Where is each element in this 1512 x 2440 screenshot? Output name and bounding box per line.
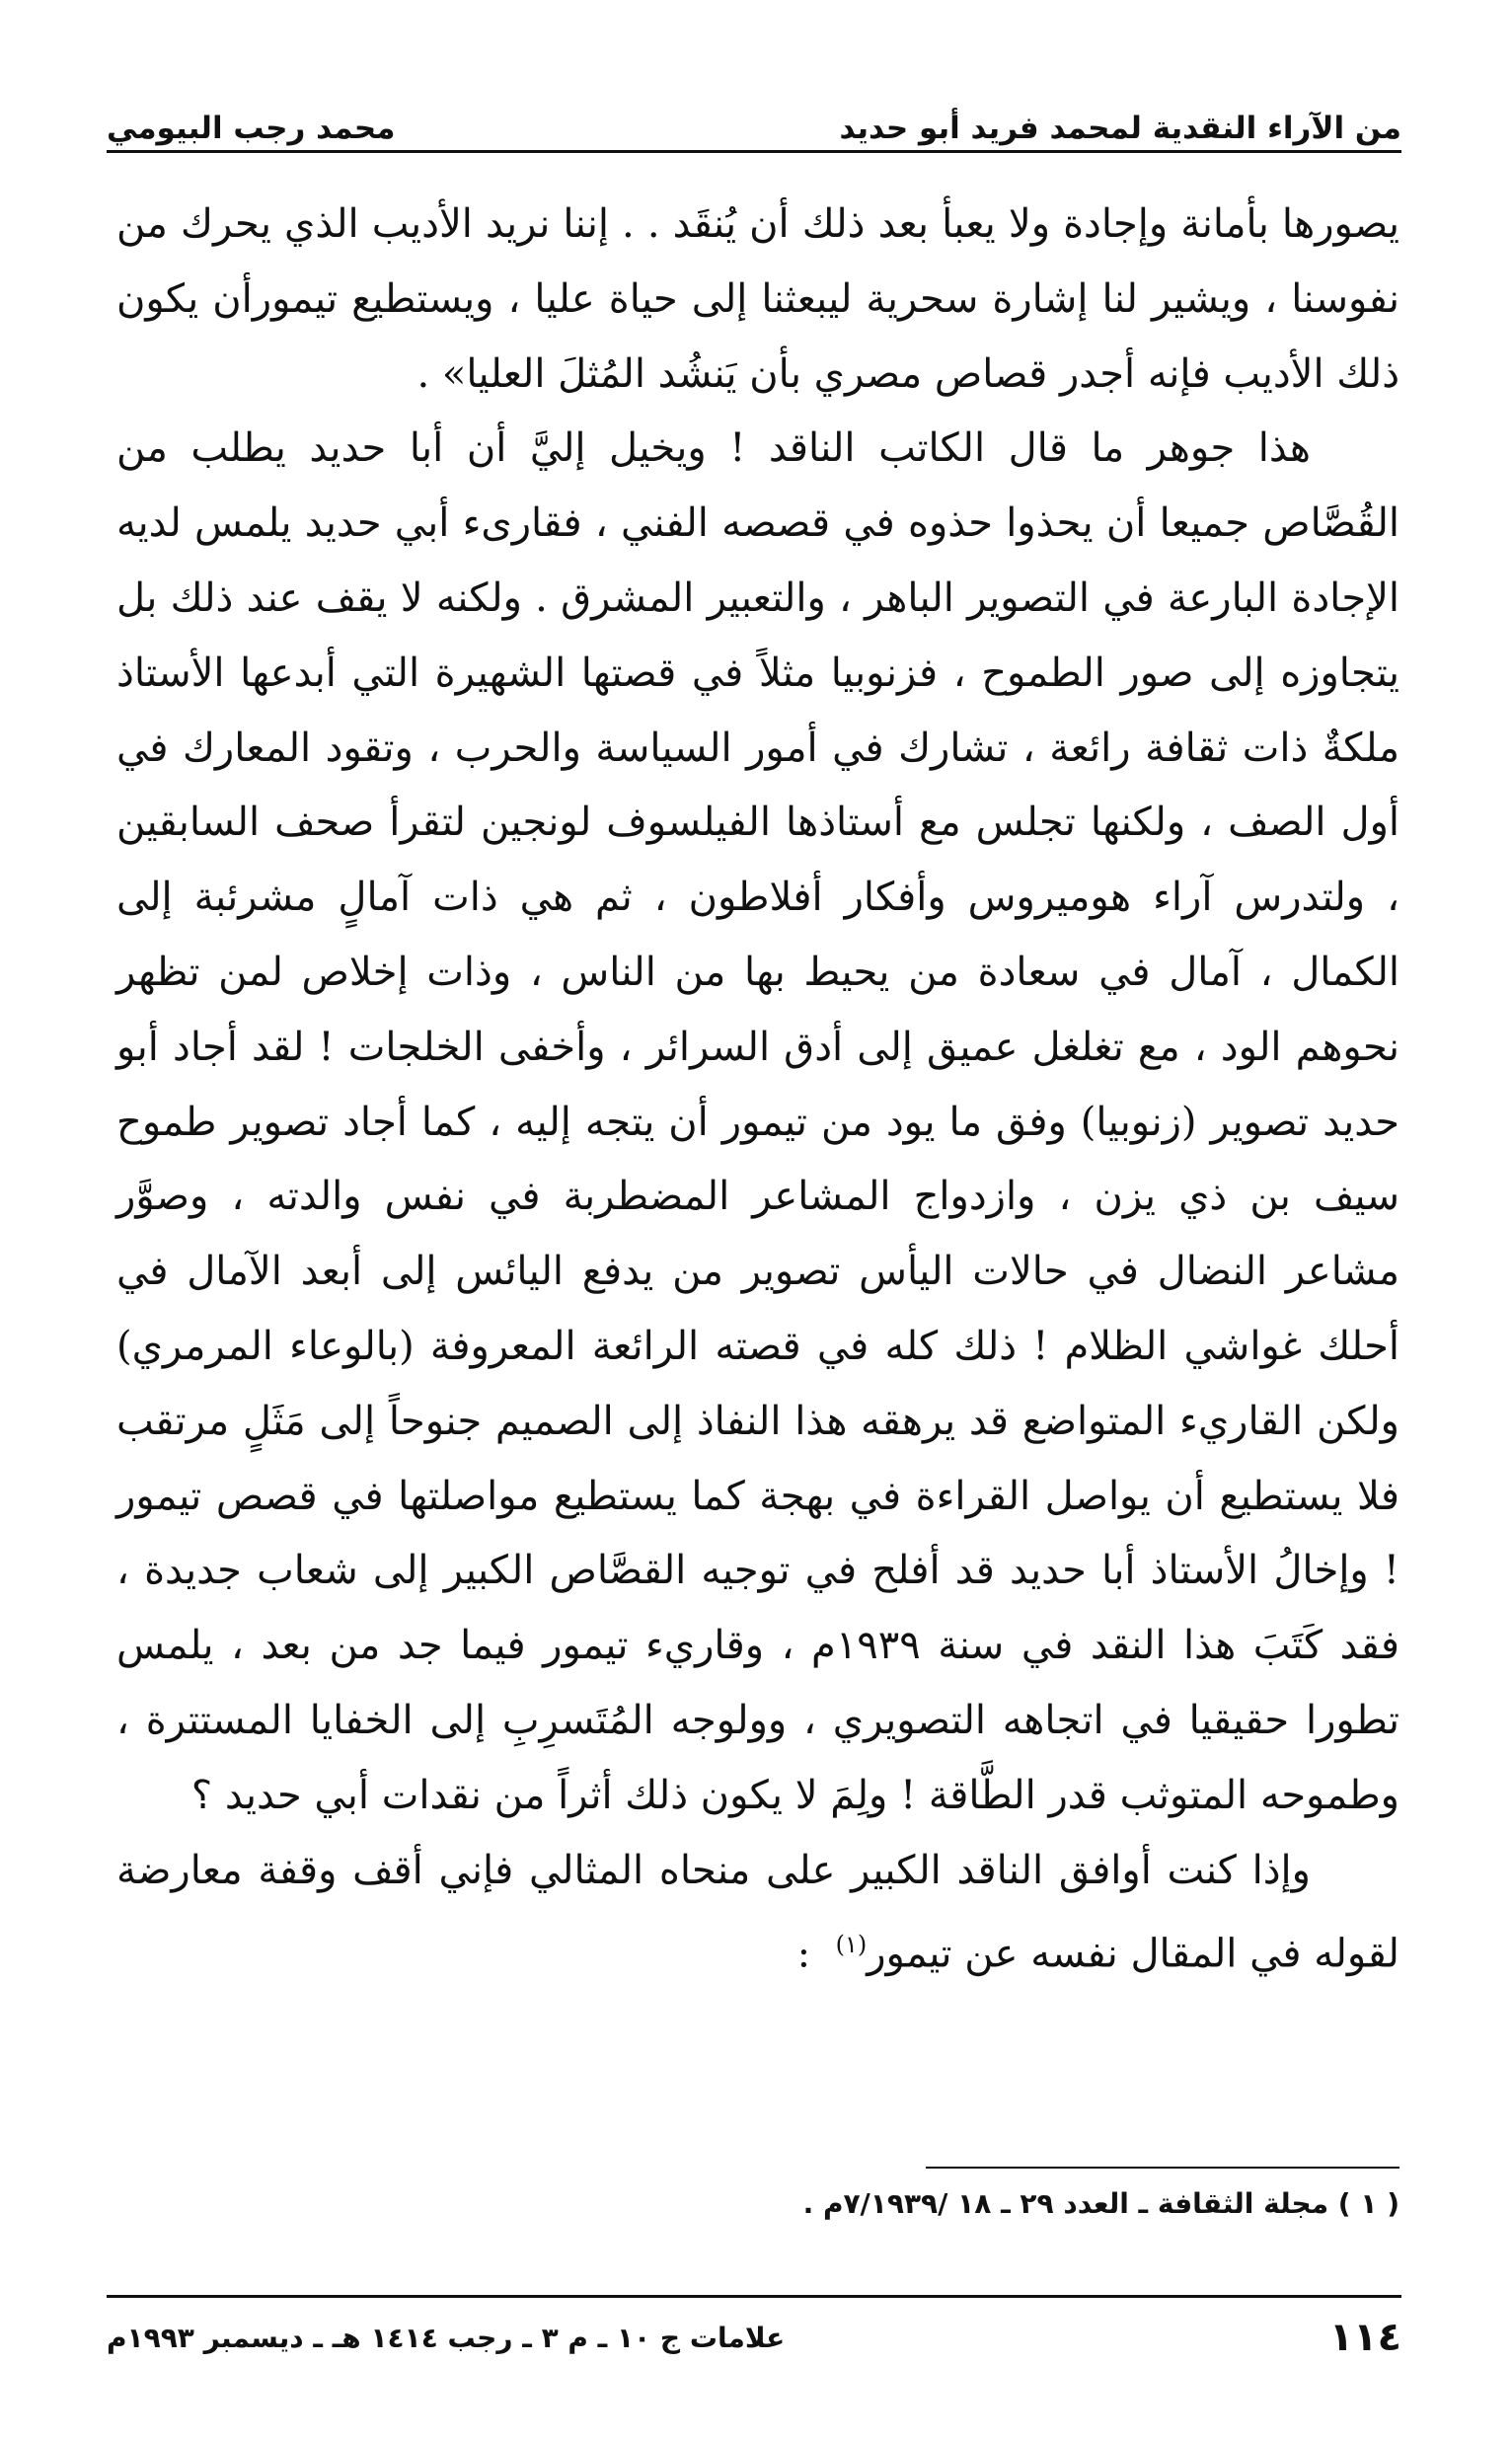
paragraph-3-colon: : <box>796 1931 811 1977</box>
body-text <box>116 188 1399 1992</box>
paragraph-2: هذا جوهر ما قال الكاتب الناقد ! ويخيل إليَّ أن أبا حديد يطلب من القُصَّاص جميعا أن يحذوا حذوه في قصصه الفني ، فقارىء أبي حديد يلمس لديه الإجادة البارعة في التصوير الباهر ، والتعبير المشرق . ولكنه لا يقف عند ذلك بل يتجاوزه إلى صور الطموح ، فزنوبيا مثلاً في قصتها الشهيرة التي أبدعها الأستاذ ملكةٌ ذات ثقافة رائعة ، تشارك في أمور السياسة والحرب ، وتقود المعارك في أول الصف ، ولكنها تجلس مع أستاذها الفيلسوف لونجين لتقرأ صحف السابقين ، ولتدرس آراء هوميروس وأفكار أفلاطون ، ثم هي ذات آمالٍ مشرئبة إلى الكمال ، آمال في سعادة من يحيط بها من الناس ، وذات إخلاص لمن تظهر نحوهم الود ، مع تغلغل عميق إلى أدق السرائر ، وأخفى الخلجات ! لقد أجاد أبو حديد تصوير (زنوبيا) وفق ما يود من تيمور أن يتجه إليه ، كما أجاد تصوير طموح سيف بن ذي يزن ، وازدواج المشاعر المضطربة في نفس والدته ، وصوَّر مشاعر النضال في حالات اليأس تصوير من يدفع اليائس إلى أبعد الآمال في أحلك غواشي الظلام ! ذلك كله في قصته الرائعة المعروفة (بالوعاء المرمري) ولكن القاريء المتواضع قد يرهقه هذا النفاذ إلى الصميم جنوحاً إلى مَثَلٍ مرتقب فلا يستطيع أن يواصل القراءة في بهجة كما يستطيع مواصلتها في قصص تيمور ! وإخالُ الأستاذ أبا حديد قد أفلح في توجيه القصَّاص الكبير إلى شعاب جديدة ، فقد كَتَبَ هذا النقد في سنة ١٩٣٩م ، وقاريء تيمور فيما جد من بعد ، يلمس تطورا حقيقيا في اتجاهه التصويري ، وولوجه المُتَسرِبِ إلى الخفايا المستترة ، وطموحه المتوثب قدر الطَّاقة ! ولِمَ لا يكون ذلك أثراً من نقدات أبي حديد ؟ <box>116 425 1400 1818</box>
header-author: محمد رجب البيومي <box>107 111 396 146</box>
running-header <box>107 87 1401 146</box>
footnote-rule <box>926 2167 1399 2169</box>
header-rule <box>107 150 1401 153</box>
footnote-marker: (١) <box>835 1931 868 1959</box>
header-article-title: من الآراء النقدية لمحمد فريد أبو حديد <box>839 111 1401 146</box>
footnote: ( ١ ) مجلة الثقافة ـ العدد ٢٩ ـ ١٨ /٧/١٩٣٩م . <box>802 2187 1399 2220</box>
journal-info: علامات ج ١٠ ـ م ٣ ـ رجب ١٤١٤ هـ ـ ديسمبر ١٩٩٣م <box>107 2321 786 2354</box>
running-footer <box>107 2308 1401 2367</box>
page-number: ١١٤ <box>1328 2315 1401 2360</box>
paragraph-3 <box>116 1834 1399 1993</box>
footer-rule <box>107 2295 1401 2298</box>
paragraph-3-text: وإذا كنت أوافق الناقد الكبير على منحاه المثالي فإني أقف وقفة معارضة لقوله في المقال نفسه عن تيمور <box>116 1847 1399 1977</box>
paragraph-1: يصورها بأمانة وإجادة ولا يعبأ بعد ذلك أن يُنقَد . . إننا نريد الأديب الذي يحرك من نفوسنا ، ويشير لنا إشارة سحرية ليبعثنا إلى حياة عليا ، ويستطيع تيمورأن يكون ذلك الأديب فإنه أجدر قصاص مصري بأن يَنشُد المُثلَ العليا» . <box>116 201 1399 397</box>
